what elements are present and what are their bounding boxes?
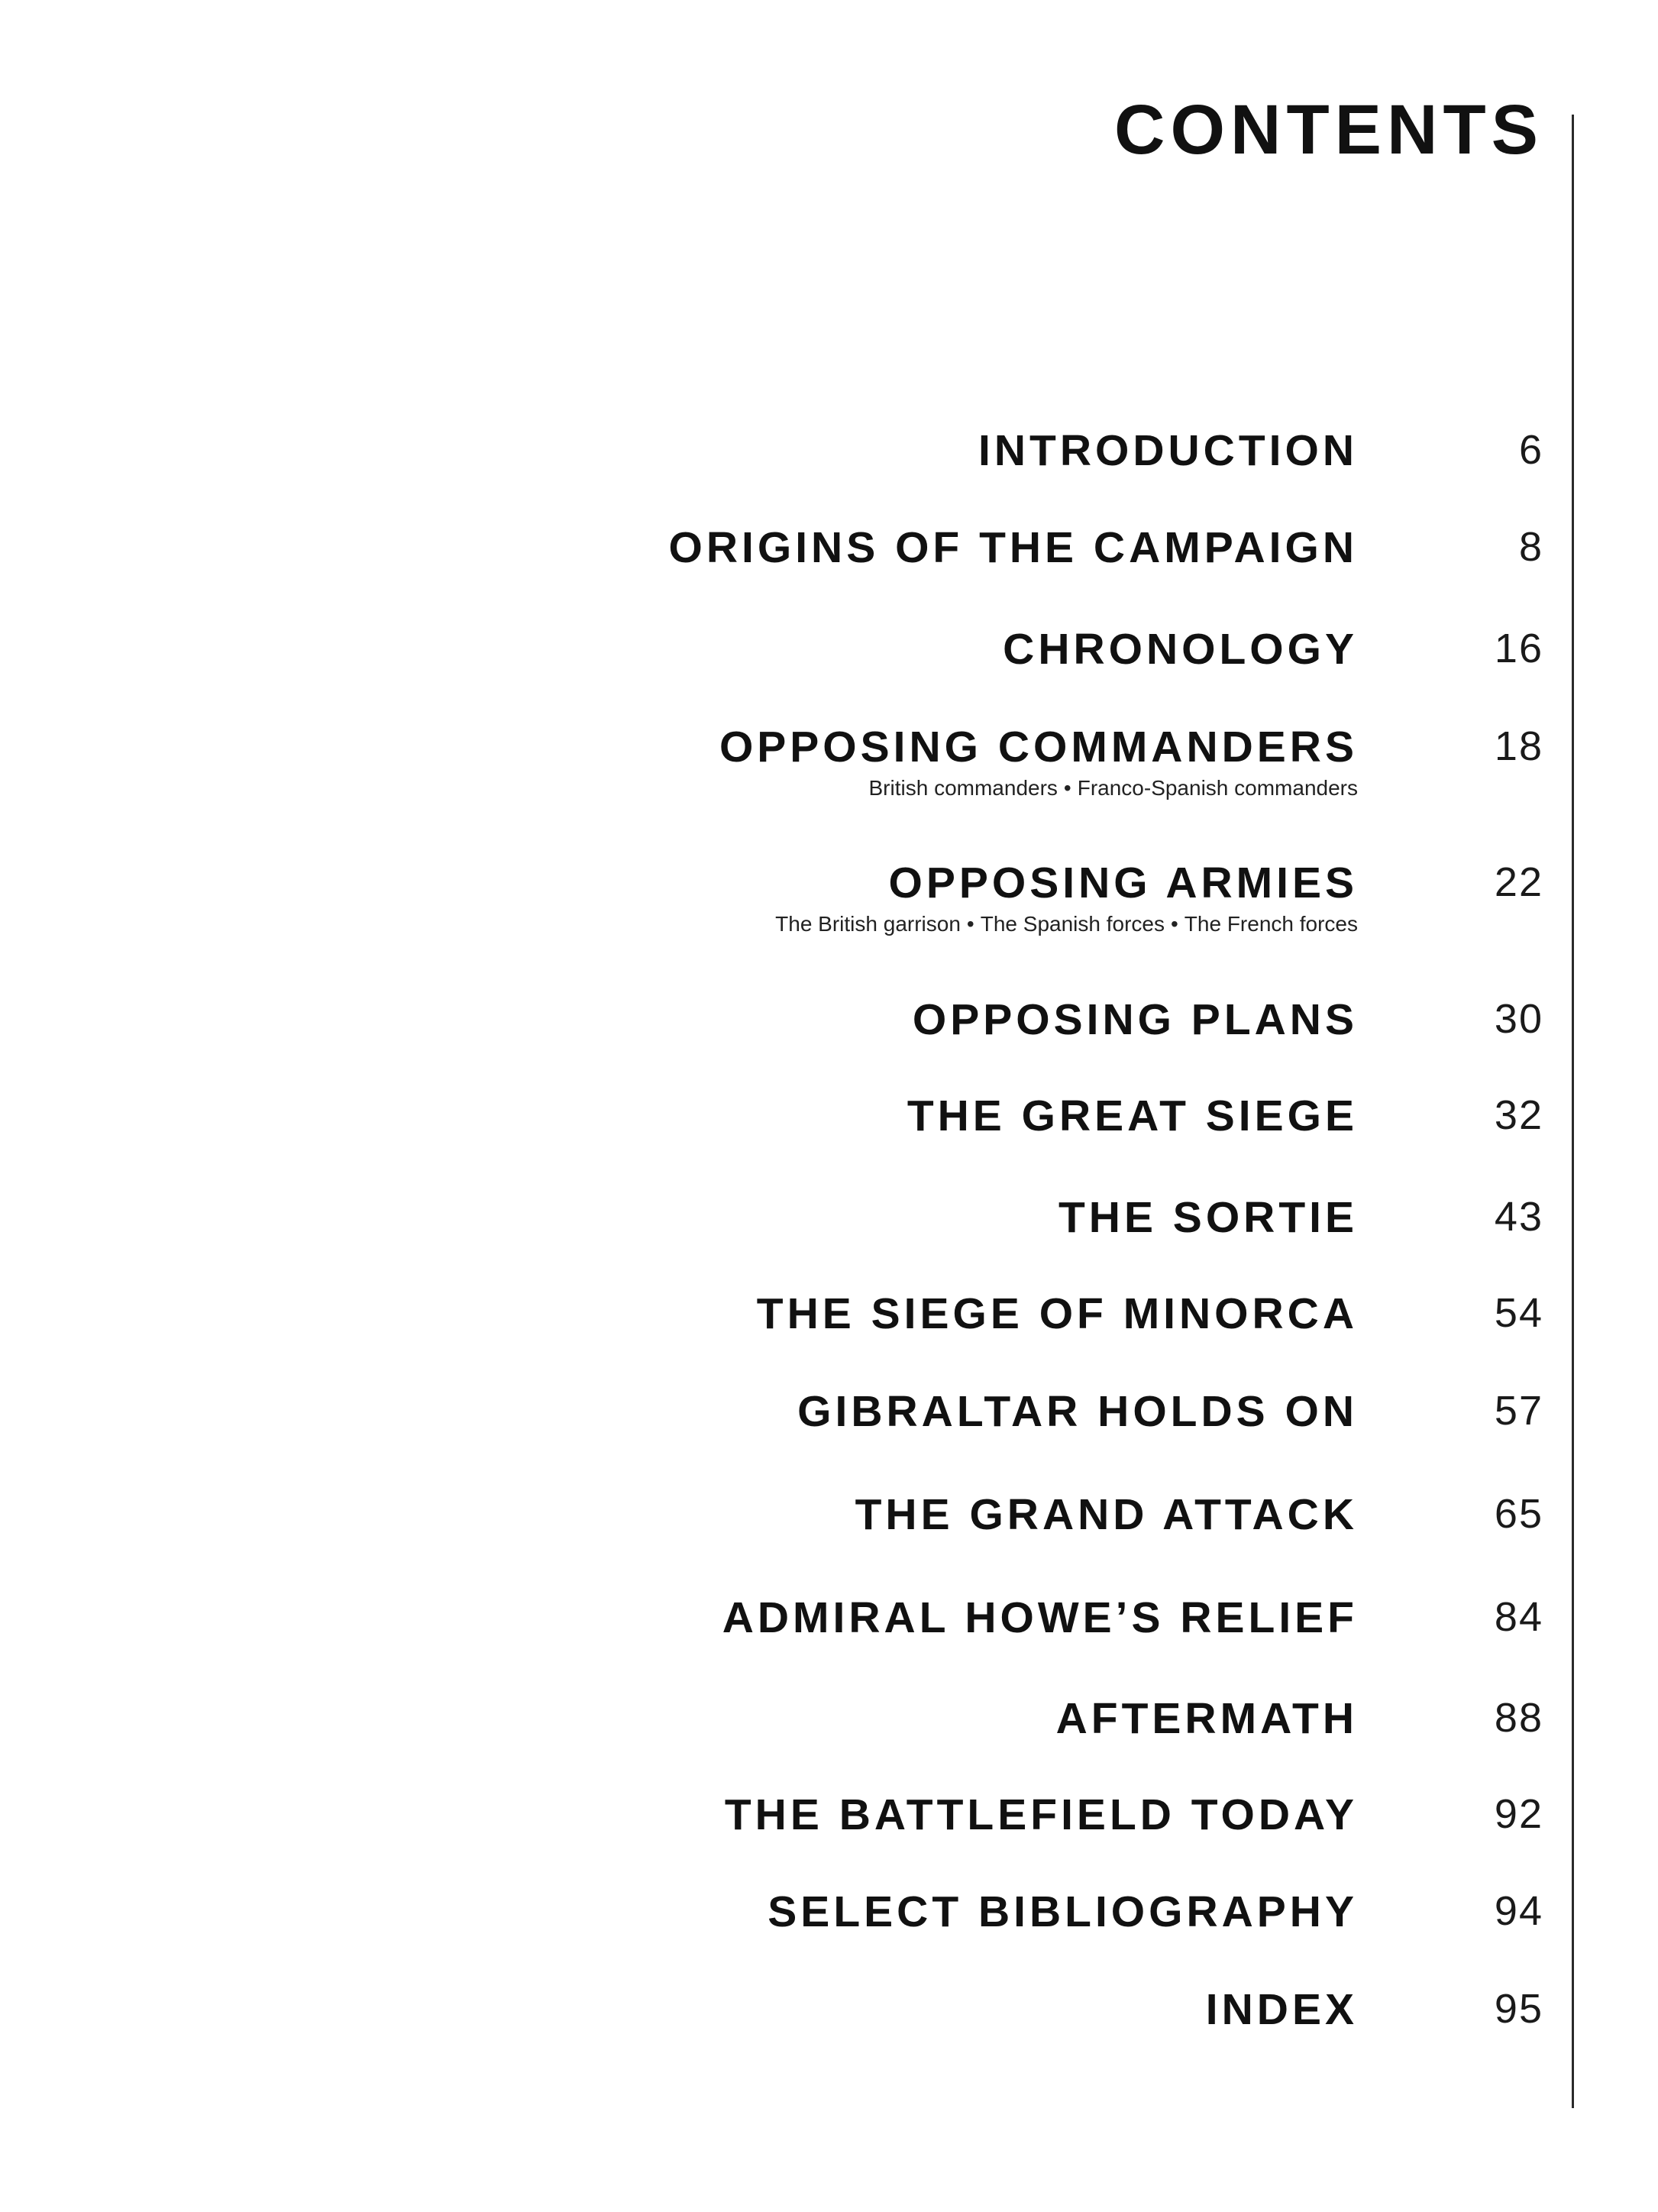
entry-heading: OPPOSING PLANS [912,995,1358,1044]
page-title: CONTENTS [1114,91,1543,169]
entry-page-number: 94 [1494,1888,1543,1934]
entry-page-number: 57 [1494,1388,1543,1434]
entry-heading: OPPOSING COMMANDERS [719,723,1358,771]
bullet-separator: • [966,912,974,936]
entry-page-number: 54 [1494,1290,1543,1336]
entry-page-number: 92 [1494,1791,1543,1837]
bullet-separator: • [1063,776,1071,800]
subtopic: The Spanish forces [980,912,1165,936]
entry-page-number: 22 [1494,859,1543,905]
entry-heading: INTRODUCTION [978,426,1358,475]
entry-heading: THE SIEGE OF MINORCA [756,1289,1358,1338]
entry-page-number: 8 [1518,524,1543,570]
entry-heading: THE SORTIE [1058,1193,1358,1242]
entry-heading: GIBRALTAR HOLDS ON [797,1387,1358,1436]
subtopic: Franco-Spanish commanders [1077,776,1358,800]
entry-heading: THE BATTLEFIELD TODAY [724,1790,1358,1839]
entry-page-number: 43 [1494,1194,1543,1240]
entry-page-number: 16 [1494,626,1543,671]
subtopic: British commanders [868,776,1058,800]
entry-page-number: 95 [1494,1986,1543,2032]
entry-page-number: 32 [1494,1092,1543,1138]
entry-heading: OPPOSING ARMIES [888,859,1358,907]
entry-page-number: 30 [1494,996,1543,1042]
entry-page-number: 18 [1494,723,1543,769]
entry-page-number: 84 [1494,1594,1543,1640]
entry-heading: SELECT BIBLIOGRAPHY [768,1887,1358,1936]
entry-page-number: 88 [1494,1695,1543,1741]
entry-heading: THE GREAT SIEGE [907,1091,1358,1140]
entry-heading: INDEX [1205,1985,1358,2034]
entry-heading: CHRONOLOGY [1003,625,1358,674]
bullet-separator: • [1170,912,1178,936]
entry-page-number: 6 [1518,427,1543,473]
entry-page-number: 65 [1494,1491,1543,1537]
entry-subtopics [869,778,1359,799]
subtopic: The French forces [1184,912,1358,936]
entry-heading: AFTERMATH [1055,1694,1358,1743]
entry-heading: ADMIRAL HOWE’S RELIEF [722,1593,1358,1642]
entry-heading: ORIGINS OF THE CAMPAIGN [668,523,1358,572]
entry-subtopics [775,914,1358,935]
subtopic: The British garrison [775,912,961,936]
entry-heading: THE GRAND ATTACK [855,1490,1358,1539]
